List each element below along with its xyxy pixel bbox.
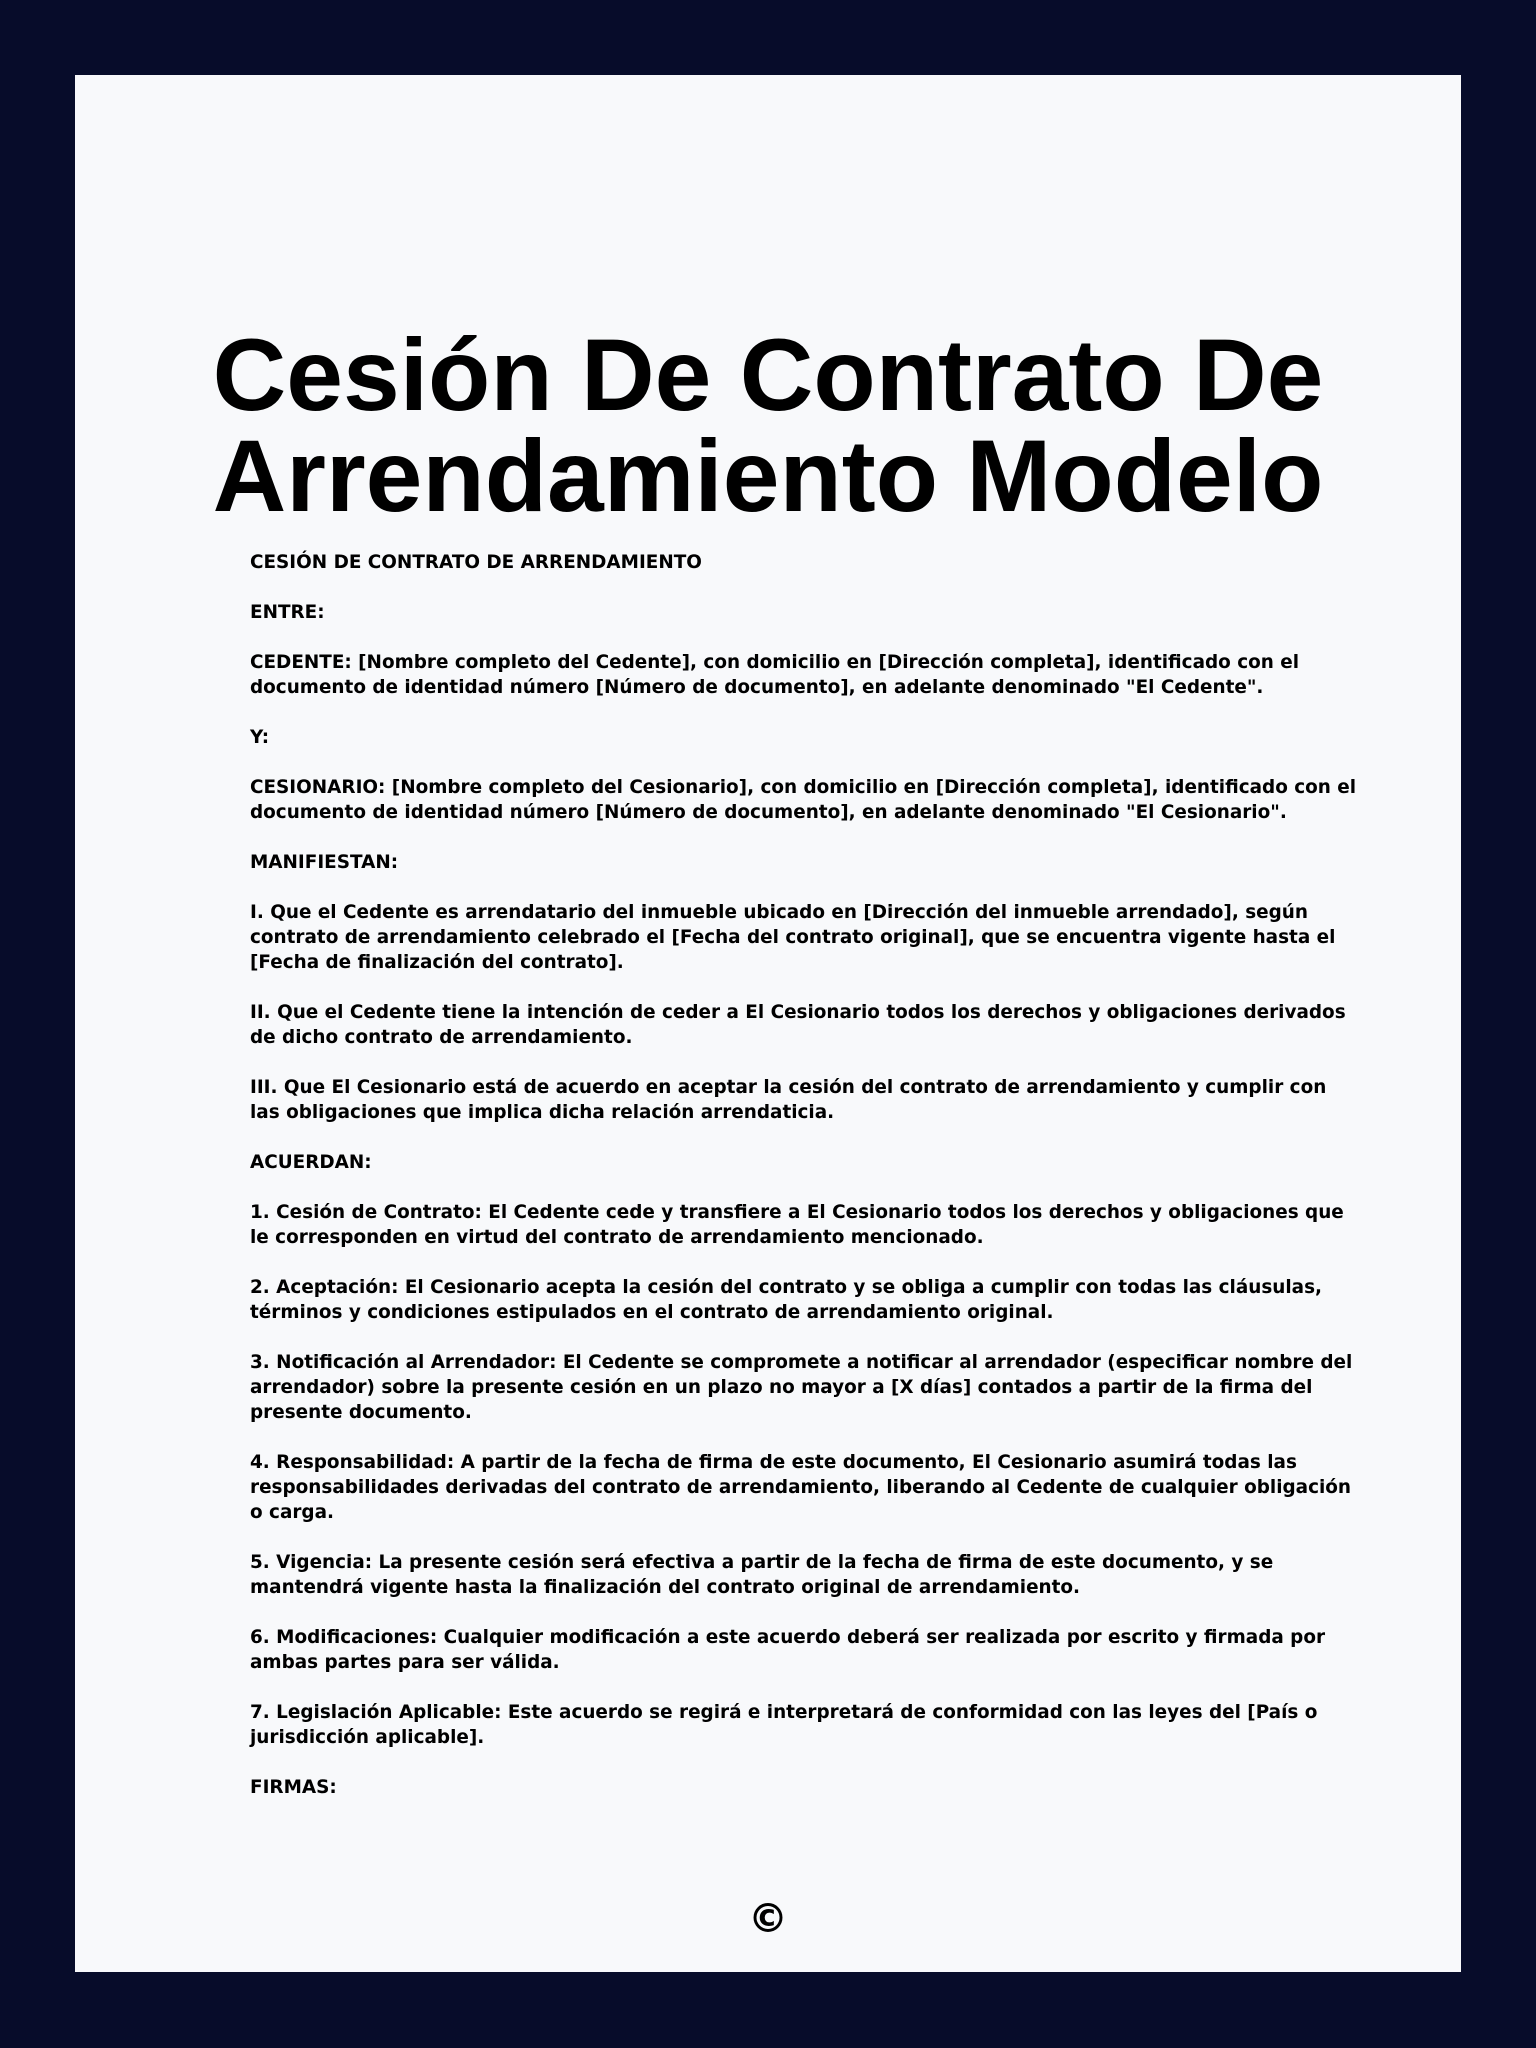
paragraph-clause-1: 1. Cesión de Contrato: El Cedente cede y transfiere a El Cesionario todos los derechos y obligaciones que le corresponden en virtud del contrato de arrendamiento mencionado. bbox=[250, 1202, 1344, 1248]
document-title: Cesión De Contrato De Arrendamiento Modelo bbox=[212, 318, 1324, 533]
paragraph-manifiestan: MANIFIESTAN: bbox=[250, 852, 399, 873]
document-body bbox=[250, 550, 1362, 1825]
paragraph-clause-3: 3. Notificación al Arrendador: El Cedente se compromete a notificar al arrendador (especificar nombre del arrendador) sobre la presente cesión en un plazo no mayor a [X días] contados a partir de la firma del presente documento. bbox=[250, 1352, 1353, 1423]
paragraph-cesionario: CESIONARIO: [Nombre completo del Cesionario], con domicilio en [Dirección completa], identificado con el documento de identidad número [Número de documento], en adelante denominado "El Cesionario". bbox=[250, 777, 1357, 823]
paragraph-cedente: CEDENTE: [Nombre completo del Cedente], con domicilio en [Dirección completa], identificado con el documento de identidad número [Número de documento], en adelante denominado "El Cedente". bbox=[250, 652, 1300, 698]
paragraph-clause-7: 7. Legislación Aplicable: Este acuerdo se regirá e interpretará de conformidad con las leyes del [País o jurisdicción aplicable]. bbox=[250, 1702, 1318, 1748]
paragraph-clause-ii: II. Que el Cedente tiene la intención de ceder a El Cesionario todos los derechos y obligaciones derivados de dicho contrato de arrendamiento. bbox=[250, 1002, 1346, 1048]
contract-heading: CESIÓN DE CONTRATO DE ARRENDAMIENTO bbox=[250, 552, 702, 573]
paragraph-clause-iii: III. Que El Cesionario está de acuerdo en aceptar la cesión del contrato de arrendamiento y cumplir con las obligaciones que implica dicha relación arrendaticia. bbox=[250, 1077, 1327, 1123]
document-page bbox=[75, 75, 1461, 1972]
paragraph-clause-4: 4. Responsabilidad: A partir de la fecha de firma de este documento, El Cesionario asumirá todas las responsabilidades derivadas del contrato de arrendamiento, liberando al Cedente de cualquier obligación o carga. bbox=[250, 1452, 1352, 1523]
paragraph-clause-5: 5. Vigencia: La presente cesión será efectiva a partir de la fecha de firma de este documento, y se mantendrá vigente hasta la finalización del contrato original de arrendamiento. bbox=[250, 1552, 1274, 1598]
paragraph-acuerdan: ACUERDAN: bbox=[250, 1152, 372, 1173]
paragraph-y: Y: bbox=[250, 727, 270, 748]
paragraph-entre: ENTRE: bbox=[250, 602, 325, 623]
paragraph-firmas: FIRMAS: bbox=[250, 1777, 337, 1798]
paragraph-clause-2: 2. Aceptación: El Cesionario acepta la cesión del contrato y se obliga a cumplir con todas las cláusulas, términos y condiciones estipulados en el contrato de arrendamiento original. bbox=[250, 1277, 1323, 1323]
copyright-icon: © bbox=[748, 1896, 788, 1942]
paragraph-clause-6: 6. Modificaciones: Cualquier modificación a este acuerdo deberá ser realizada por escrito y firmada por ambas partes para ser válida. bbox=[250, 1627, 1326, 1673]
paragraph-clause-i: I. Que el Cedente es arrendatario del inmueble ubicado en [Dirección del inmueble arrendado], según contrato de arrendamiento celebrado el [Fecha del contrato original], que se encuentra vigente hasta el [Fecha de finalización del contrato]. bbox=[250, 902, 1336, 973]
